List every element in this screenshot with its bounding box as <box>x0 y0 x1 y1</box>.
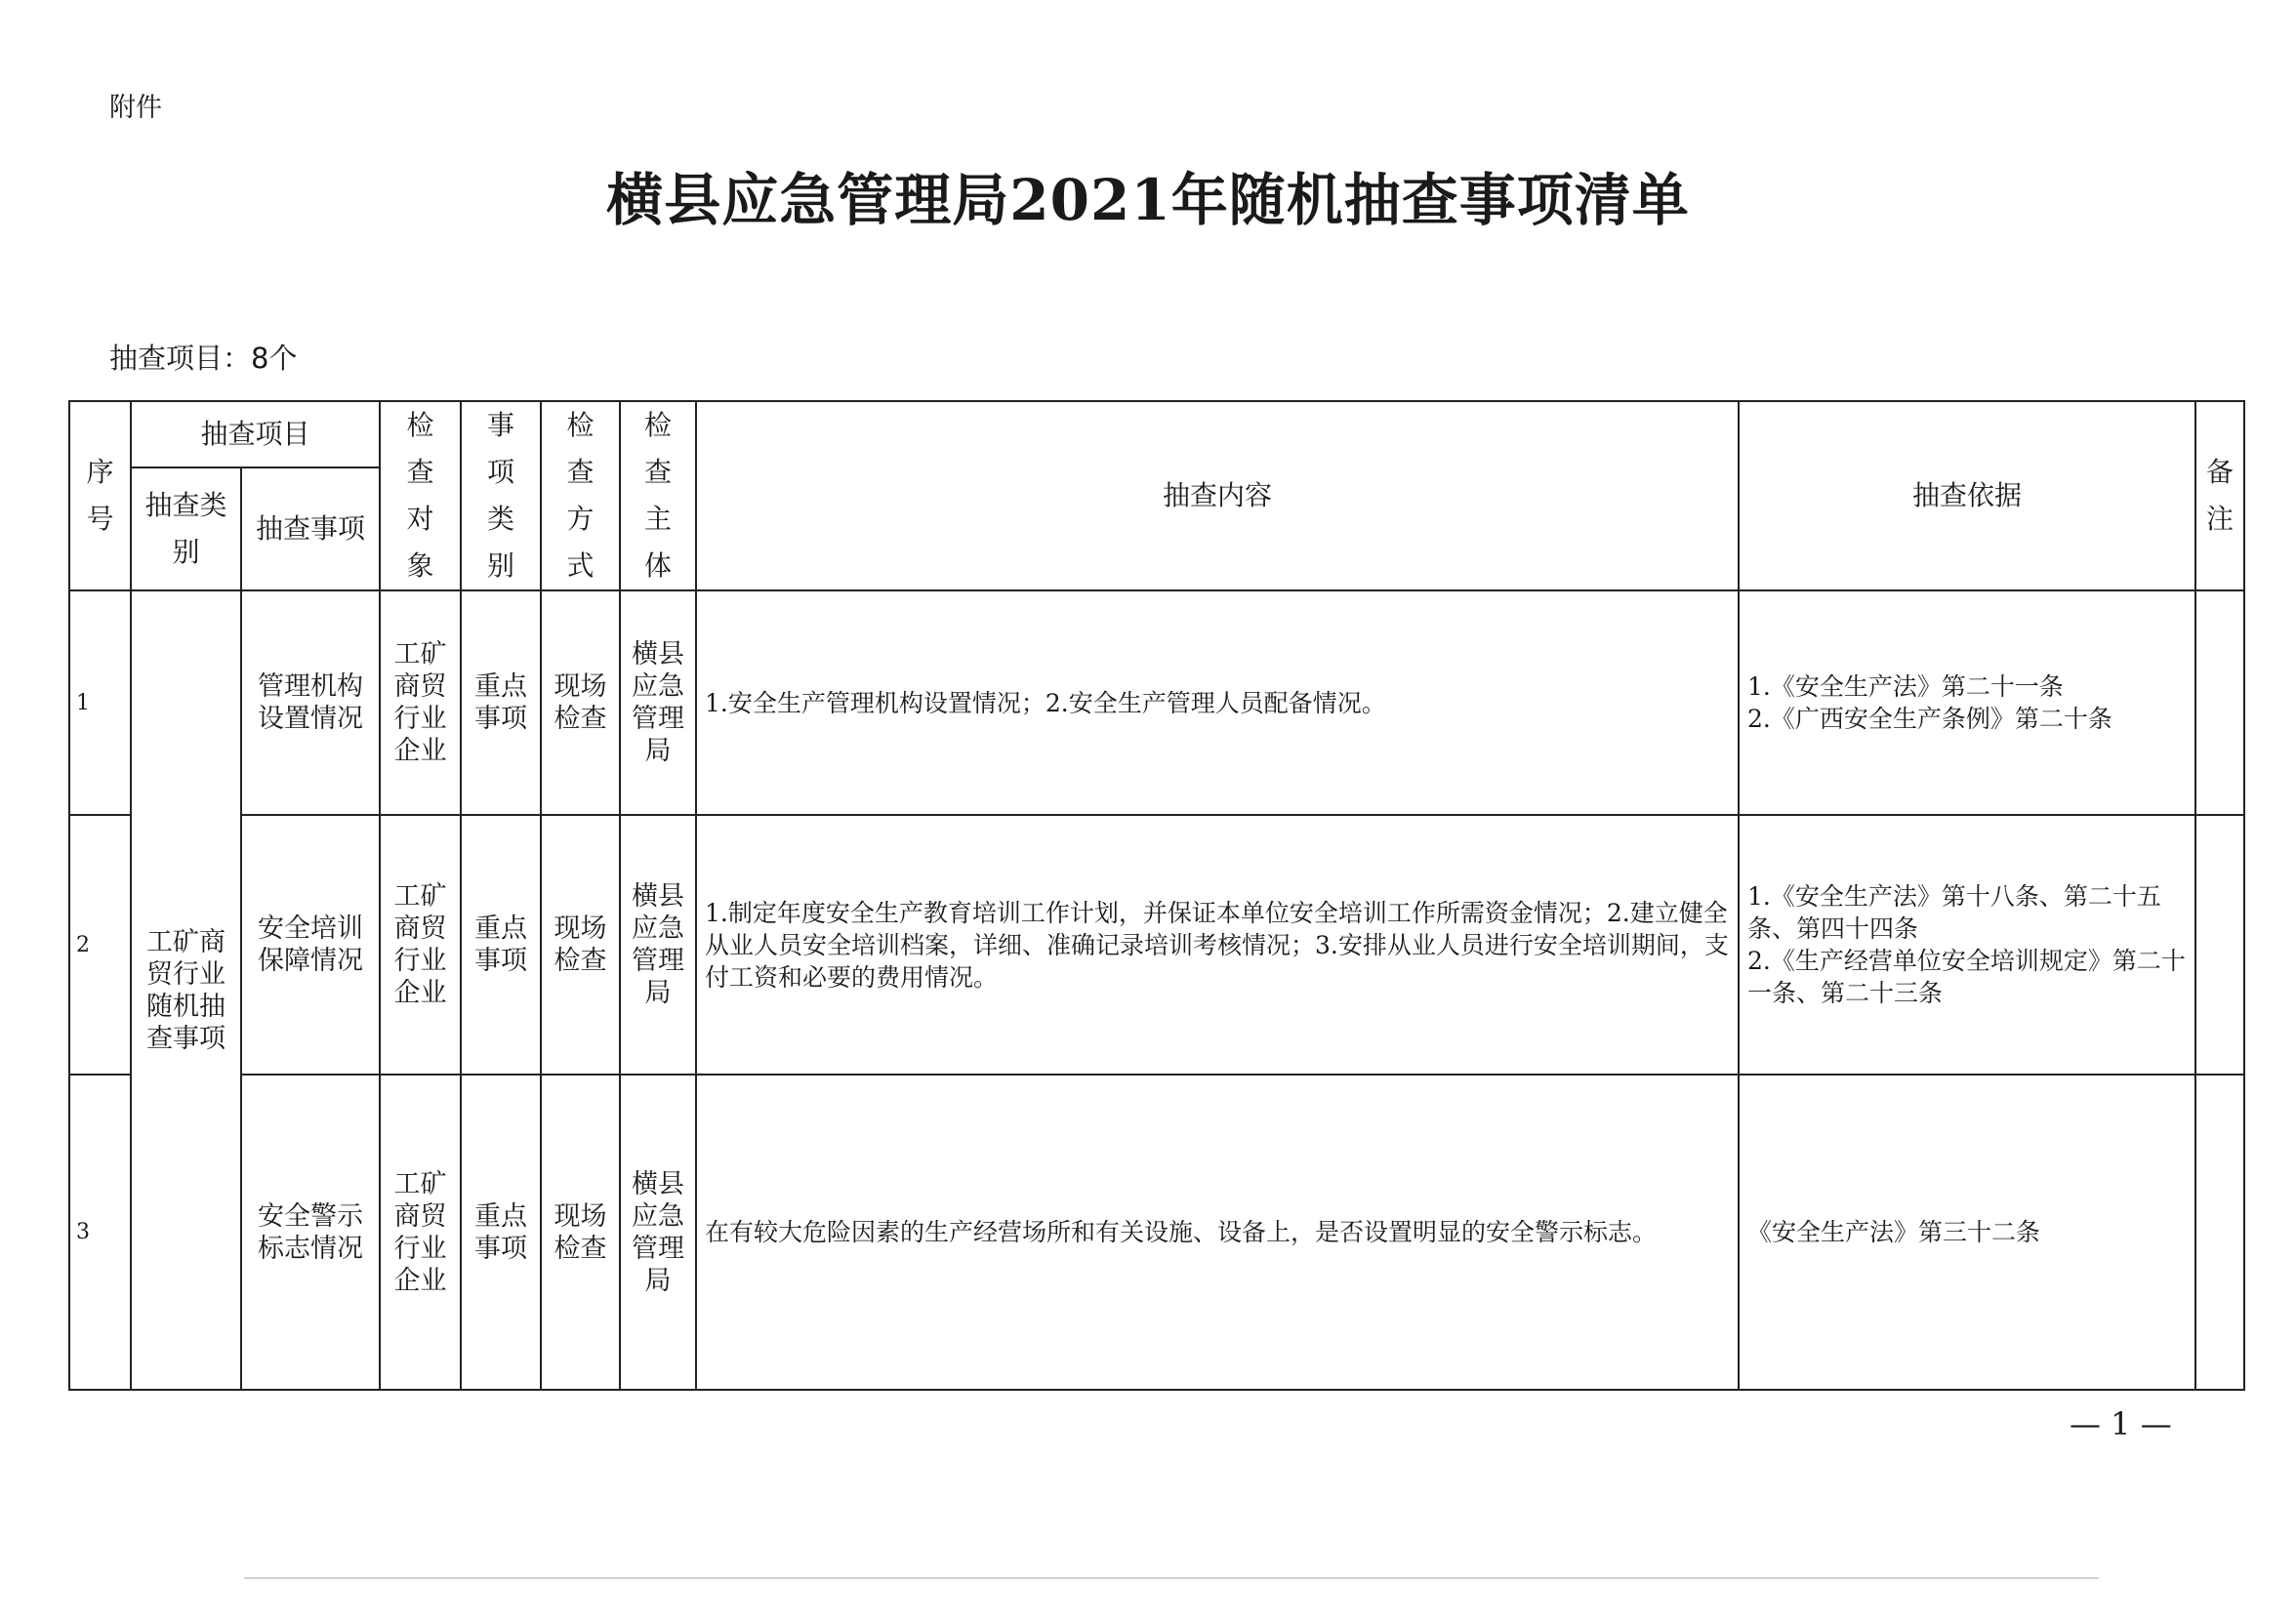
row-subject: 横县应急管理局 <box>620 1075 696 1390</box>
item-count: 抽查项目：8个 <box>109 342 298 375</box>
scan-edge-line <box>244 1577 2099 1579</box>
row-item: 安全警示标志情况 <box>241 1075 380 1390</box>
table-row <box>69 815 2244 1075</box>
row-content: 1.安全生产管理机构设置情况；2.安全生产管理人员配备情况。 <box>696 590 1739 815</box>
header-project: 抽查项目 <box>131 401 380 467</box>
attachment-label: 附件 <box>109 93 162 123</box>
header-target: 检查对象 <box>380 401 461 590</box>
row-seq: 2 <box>69 815 131 1075</box>
header-category: 抽查类别 <box>131 467 241 590</box>
row-seq: 1 <box>69 590 131 815</box>
row-subject: 横县应急管理局 <box>620 815 696 1075</box>
header-content: 抽查内容 <box>696 401 1739 590</box>
row-item-type: 重点事项 <box>461 815 541 1075</box>
header-remark: 备注 <box>2195 401 2244 590</box>
header-method: 检查方式 <box>541 401 620 590</box>
row-basis <box>1739 1075 2195 1390</box>
page-number: — 1 — <box>2070 1405 2172 1442</box>
table-row <box>69 1075 2244 1390</box>
row-method: 现场检查 <box>541 1075 620 1390</box>
row-target: 工矿商贸行业企业 <box>380 590 461 815</box>
row-basis <box>1739 815 2195 1075</box>
table-row <box>69 590 2244 815</box>
row-target: 工矿商贸行业企业 <box>380 815 461 1075</box>
row-item-type: 重点事项 <box>461 1075 541 1390</box>
category-cell: 工矿商贸行业随机抽查事项 <box>131 590 241 1390</box>
header-seq: 序号 <box>69 401 131 590</box>
header-item: 抽查事项 <box>241 467 380 590</box>
page-title: 横县应急管理局2021年随机抽查事项清单 <box>606 167 1690 233</box>
header-item-type: 事项类别 <box>461 401 541 590</box>
basis-line: 1.《安全生产法》第二十一条 <box>1747 672 2064 701</box>
row-remark <box>2195 590 2244 815</box>
header-basis: 抽查依据 <box>1739 401 2195 590</box>
basis-line: 1.《安全生产法》第十八条、第二十五条、第四十四条 <box>1747 882 2161 943</box>
header-subject: 检查主体 <box>620 401 696 590</box>
basis-line: 2.《广西安全生产条例》第二十条 <box>1747 705 2112 733</box>
row-seq: 3 <box>69 1075 131 1390</box>
basis-line: 《安全生产法》第三十二条 <box>1747 1218 2041 1246</box>
row-remark <box>2195 1075 2244 1390</box>
row-subject: 横县应急管理局 <box>620 590 696 815</box>
inspection-table <box>68 400 2245 1391</box>
row-item: 管理机构设置情况 <box>241 590 380 815</box>
row-basis <box>1739 590 2195 815</box>
row-item: 安全培训保障情况 <box>241 815 380 1075</box>
row-remark <box>2195 815 2244 1075</box>
row-content: 在有较大危险因素的生产经营场所和有关设施、设备上，是否设置明显的安全警示标志。 <box>696 1075 1739 1390</box>
basis-line: 2.《生产经营单位安全培训规定》第二十一条、第二十三条 <box>1747 947 2186 1007</box>
row-target: 工矿商贸行业企业 <box>380 1075 461 1390</box>
row-method: 现场检查 <box>541 815 620 1075</box>
row-content: 1.制定年度安全生产教育培训工作计划，并保证本单位安全培训工作所需资金情况；2.建立健全从业人员安全培训档案，详细、准确记录培训考核情况；3.安排从业人员进行安全培训期间，支付工资和必要的费用情况。 <box>696 815 1739 1075</box>
row-item-type: 重点事项 <box>461 590 541 815</box>
row-method: 现场检查 <box>541 590 620 815</box>
